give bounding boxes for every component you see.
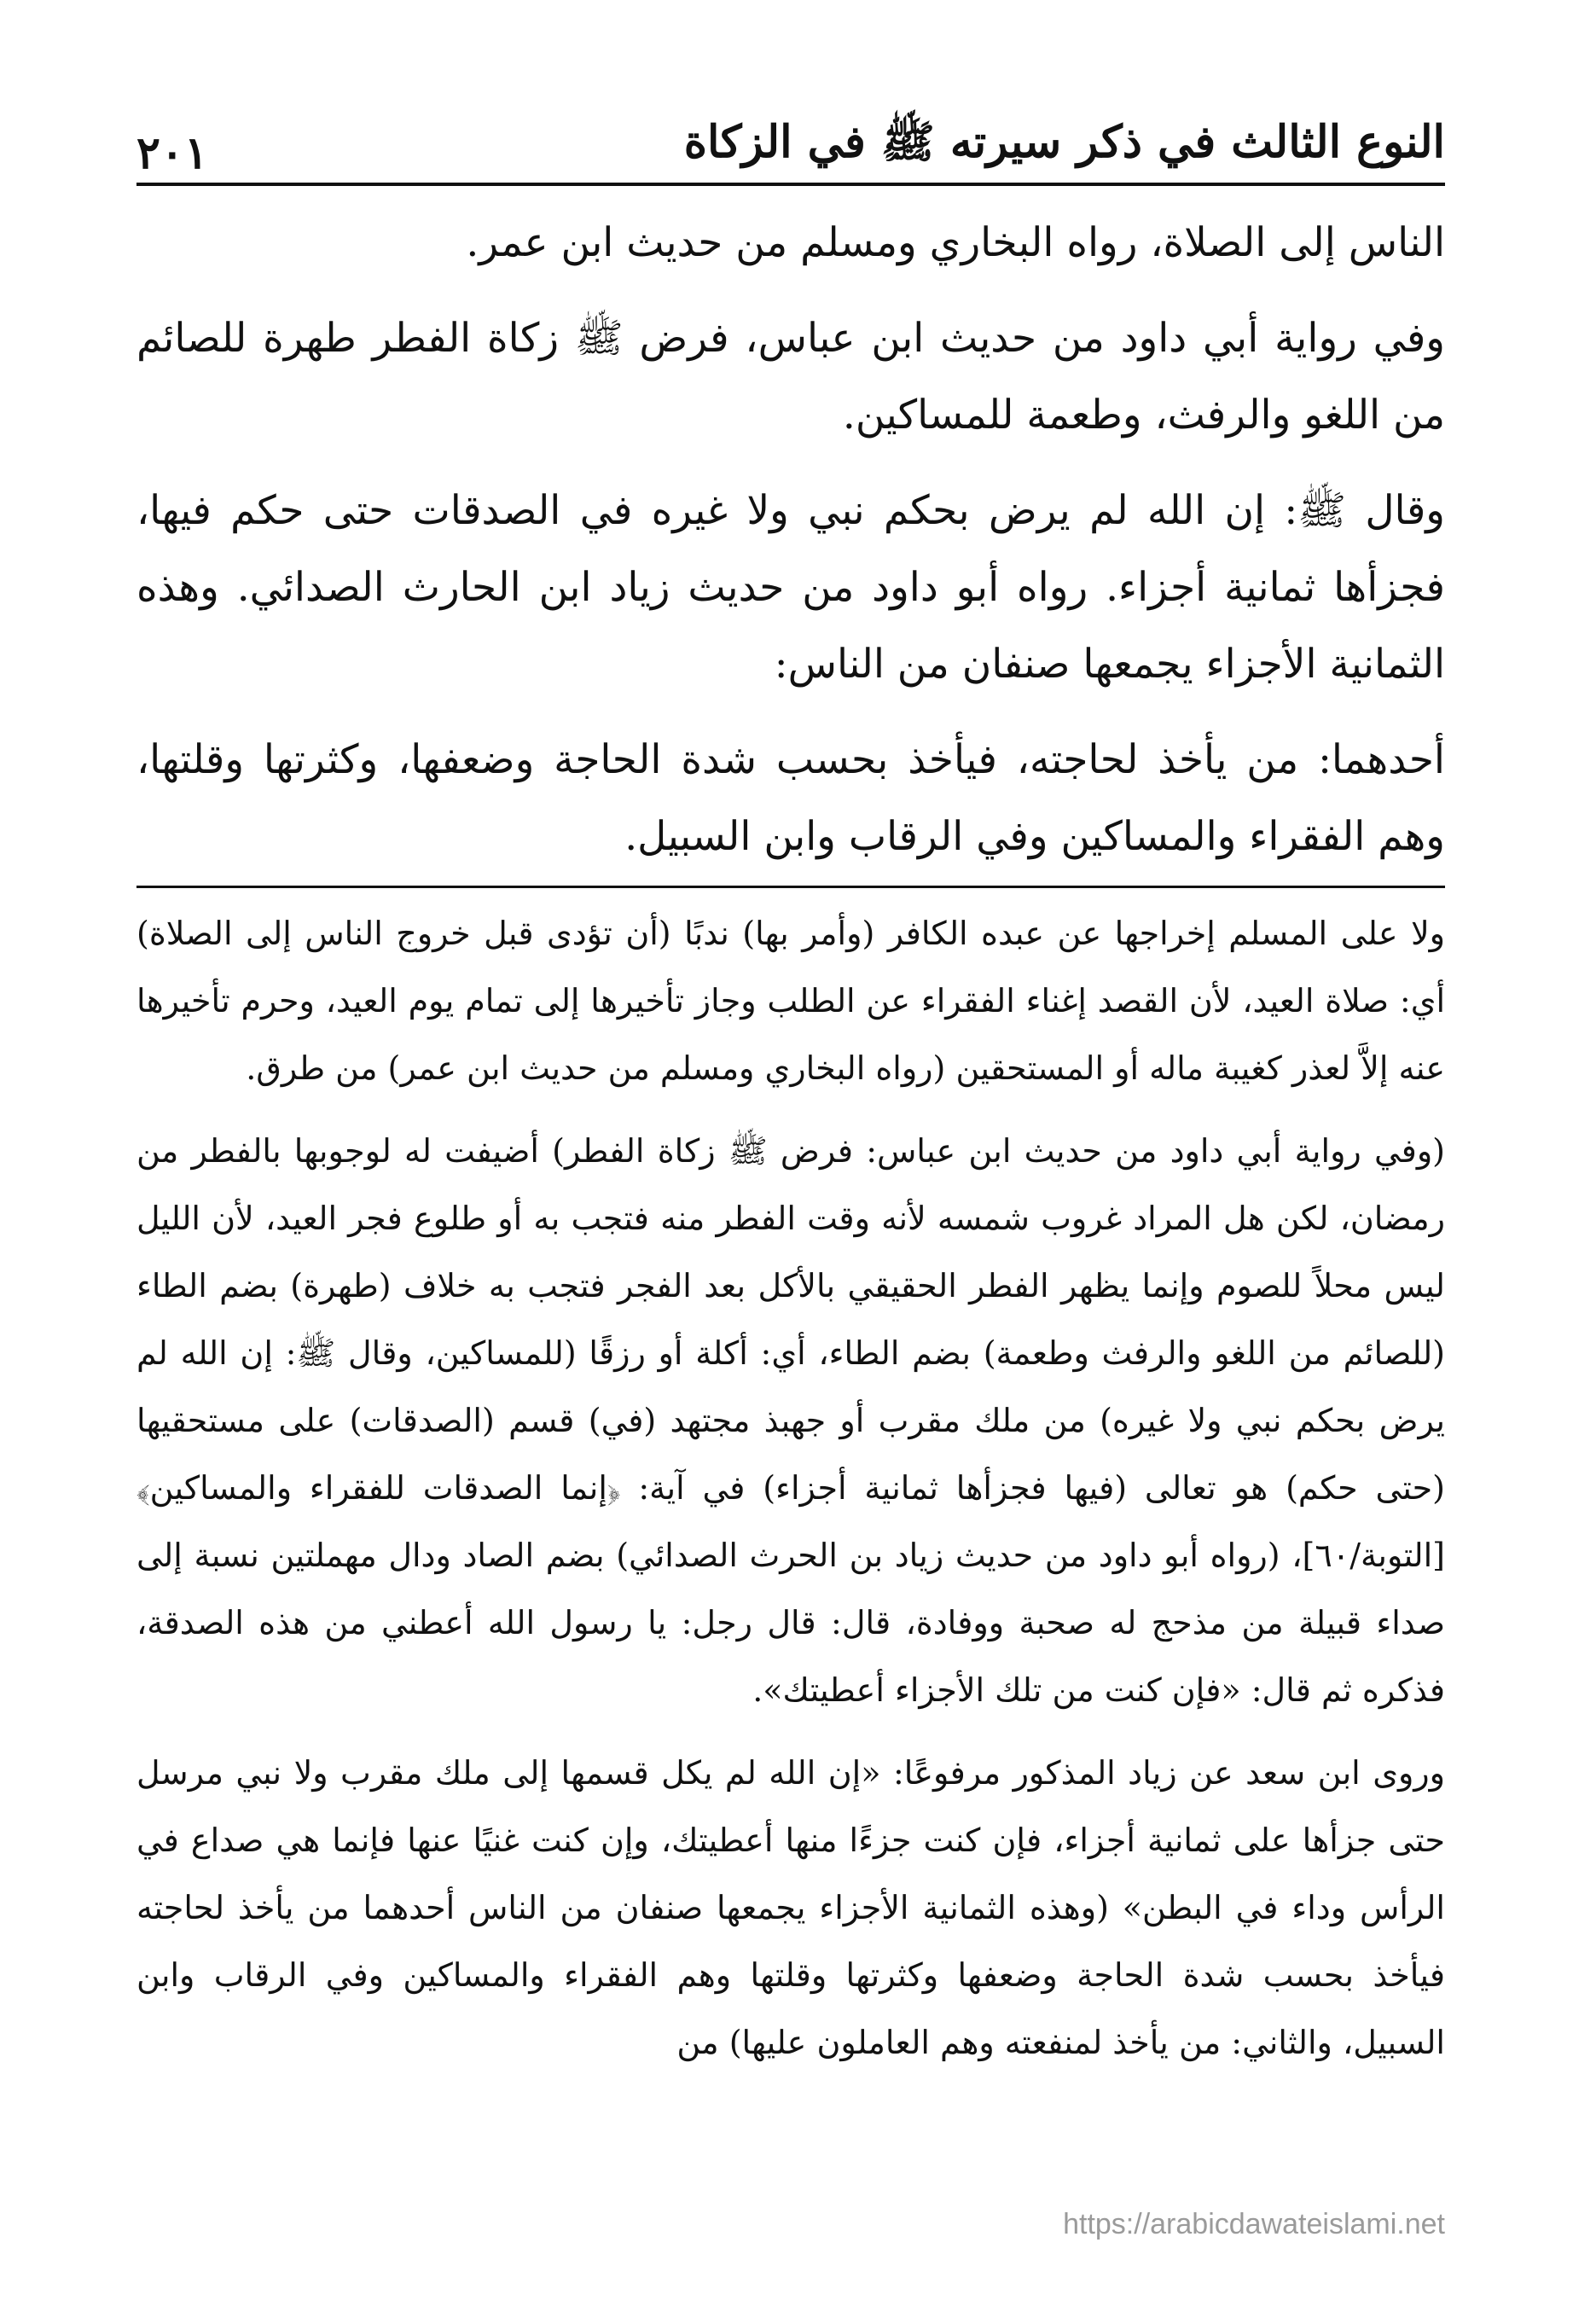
commentary-paragraph: وروى ابن سعد عن زياد المذكور مرفوعًا: «إن الله لم يكل قسمها إلى ملك مقرب ولا نبي مرسل حتى جزأها على ثمانية أجزاء، فإن كنت جزءًا منها أعطيتك، وإن كنت غنيًا عنها فإنما هي صداع في الرأس وداء في البطن» (وهذه الثمانية الأجزاء يجمعها صنفان من الناس أحدهما من يأخذ لحاجته فيأخذ بحسب شدة الحاجة وضعفها وكثرتها وقلتها وهم الفقراء والمساكين وفي الرقاب وابن السبيل، والثاني: من يأخذ لمنفعته وهم العاملون عليها) من (136, 1754, 1445, 2061)
main-text (136, 205, 1445, 894)
commentary-text (136, 900, 1445, 2092)
commentary-paragraph: ولا على المسلم إخراجها عن عبده الكافر (وأمر بها) ندبًا (أن تؤدى قبل خروج الناس إلى الصلاة) أي: صلاة العيد، لأن القصد إغناء الفقراء عن الطلب وجاز تأخيرها إلى تمام يوم العيد، وحرم تأخيرها عنه إلاَّ لعذر كغيبة ماله أو المستحقين (رواه البخاري ومسلم من حديث ابن عمر) من طرق. (136, 915, 1445, 1087)
main-paragraph: وقال ﷺ: إن الله لم يرض بحكم نبي ولا غيره في الصدقات حتى حكم فيها، فجزأها ثمانية أجزاء. رواه أبو داود من حديث زياد ابن الحارث الصدائي. وهذه الثمانية الأجزاء يجمعها صنفان من الناس: (136, 487, 1445, 688)
main-paragraph: وفي رواية أبي داود من حديث ابن عباس، فرض ﷺ زكاة الفطر طهرة للصائم من اللغو والرفث، وطعمة للمساكين. (136, 315, 1445, 439)
commentary-divider (136, 886, 1445, 888)
main-paragraph: الناس إلى الصلاة، رواه البخاري ومسلم من حديث ابن عمر. (466, 219, 1445, 266)
running-title: النوع الثالث في ذكر سيرته ﷺ في الزكاة (683, 116, 1445, 168)
main-paragraph: أحدهما: من يأخذ لحاجته، فيأخذ بحسب شدة الحاجة وضعفها، وكثرتها وقلتها، وهم الفقراء والمساكين وفي الرقاب وابن السبيل. (136, 736, 1445, 860)
header-divider (136, 183, 1445, 186)
commentary-paragraph: (وفي رواية أبي داود من حديث ابن عباس: فرض ﷺ زكاة الفطر) أضيفت له لوجوبها بالفطر من رمضان، لكن هل المراد غروب شمسه لأنه وقت الفطر منه فتجب به أو طلوع فجر العيد، لأن الليل ليس محلاً للصوم وإنما يظهر الفطر الحقيقي بالأكل بعد الفجر فتجب به خلاف (طهرة) بضم الطاء (للصائم من اللغو والرفث وطعمة) بضم الطاء، أي: أكلة أو رزقًا (للمساكين، وقال ﷺ: إن الله لم يرض بحكم نبي ولا غيره) من ملك مقرب أو جهبذ مجتهد (في) قسم (الصدقات) على مستحقيها (حتى حكم) هو تعالى (فيها فجزأها ثمانية أجزاء) في آية: ﴿إنما الصدقات للفقراء والمساكين﴾ [التوبة/٦٠]، (رواه أبو داود من حديث زياد بن الحرث الصدائي) بضم الصاد ودال مهملتين نسبة إلى صداء قبيلة من مذحج له صحبة ووفادة، قال: قال رجل: يا رسول الله أعطني من هذه الصدقة، فذكره ثم قال: «فإن كنت من تلك الأجزاء أعطيتك». (136, 1132, 1445, 1709)
page-number: ٢٠١ (136, 127, 208, 179)
page-header (136, 102, 1445, 179)
watermark-url: https://arabicdawateislami.net (1063, 2208, 1445, 2240)
